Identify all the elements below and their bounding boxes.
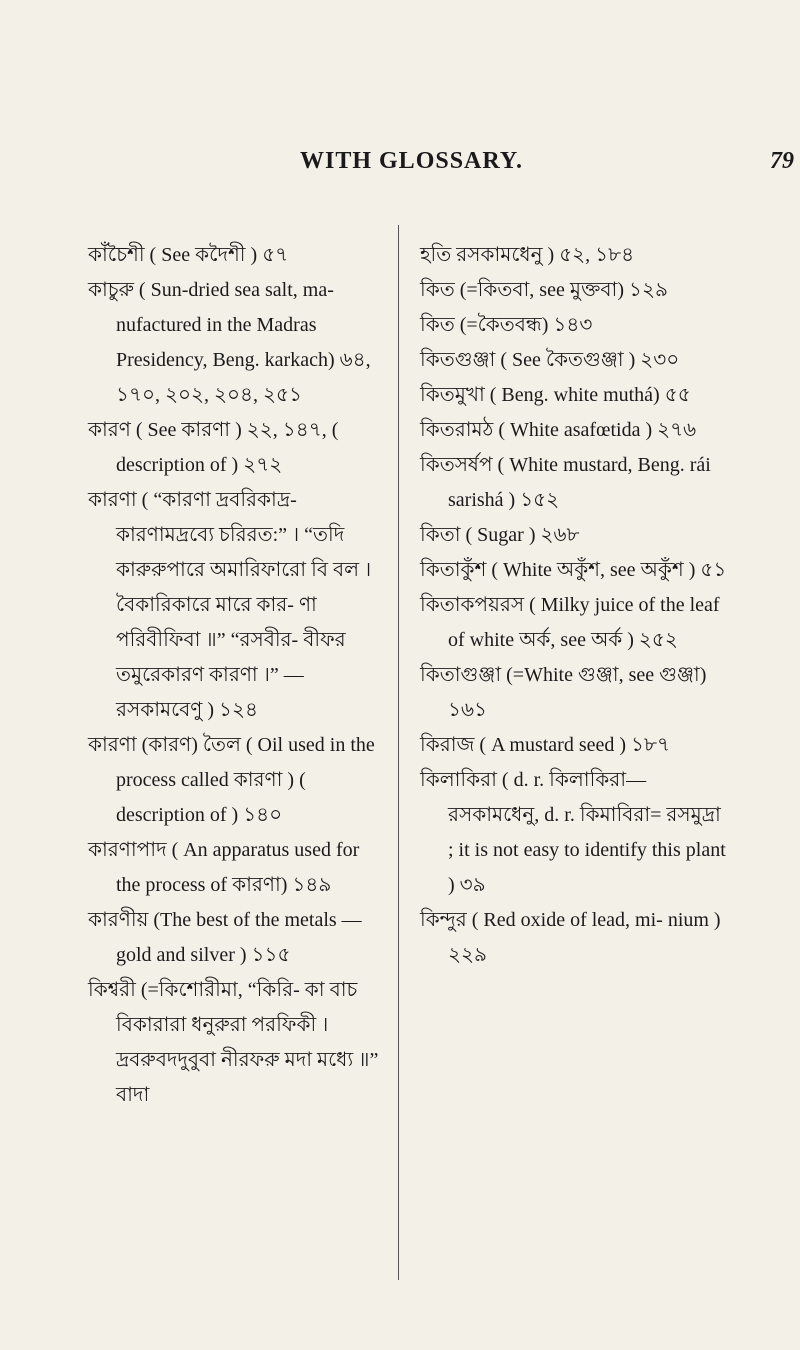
glossary-entry: কারণা (কারণ) তৈল ( Oil used in the process called কারণা ) ( description of ) ১৪০ bbox=[88, 734, 375, 826]
glossary-entry: কারণীয় (The best of the metals —gold and silver ) ১১৫ bbox=[88, 909, 362, 966]
glossary-entry: কিতসর্ষপ ( White mustard, Beng. rái sarishá ) ১৫২ bbox=[420, 454, 711, 511]
glossary-entry: কিত (=কৈতবন্ধ) ১৪৩ bbox=[420, 314, 593, 336]
glossary-entry: কিতগুঞ্জা ( See কৈতগুঞ্জা ) ২৩০ bbox=[420, 349, 680, 371]
glossary-entry: কিতমুখা ( Beng. white muthá) ৫৫ bbox=[420, 384, 691, 406]
glossary-entry: কিতাগুঞ্জা (=White গুঞ্জা, see গুঞ্জা) ১৬১ bbox=[420, 664, 707, 721]
glossary-entry: কিতাকপয়রস ( Milky juice of the leaf of white অর্ক, see অর্ক ) ২৫২ bbox=[420, 594, 720, 651]
glossary-entry: কারণাপাদ ( An apparatus used for the process of কারণা) ১৪৯ bbox=[88, 839, 360, 896]
glossary-left-column bbox=[88, 238, 388, 1113]
page-header bbox=[0, 148, 800, 188]
glossary-entry: কারণ ( See কারণা ) ২২, ১৪৭, ( description of ) ২৭২ bbox=[88, 419, 339, 476]
glossary-entry: কারণা ( “কারণা দ্রবরিকাদ্র- কারণামদ্রব্যে চরিরত:” । “তদি কারুরুপারে অমারিফারো বি বল । বৈকারিকারে মারে কার- ণা পরিবীফিবা ॥” “রসবীর- বীফর তমুরেকারণ কারণা ।” —রসকামবেণু ) ১২৪ bbox=[88, 489, 372, 721]
page-number: 79 bbox=[770, 148, 794, 174]
glossary-entry: কিত (=কিতবা, see মুক্তবা) ১২৯ bbox=[420, 279, 668, 301]
glossary-entry: কিতরামঠ ( White asafœtida ) ২৭৬ bbox=[420, 419, 697, 441]
glossary-entry: কিরাজ ( A mustard seed ) ১৮৭ bbox=[420, 734, 670, 756]
glossary-entry: হতি রসকামধেনু ) ৫২, ১৮৪ bbox=[420, 244, 635, 266]
glossary-entry: কিতা ( Sugar ) ২৬৮ bbox=[420, 524, 580, 546]
glossary-entry: কিলাকিরা ( d. r. কিলাকিরা— রসকামধেনু, d. r. কিমাবিরা= রসমুদ্রা ; it is not easy to identify this plant ) ৩৯ bbox=[420, 769, 726, 896]
glossary-entry: কিন্দুর ( Red oxide of lead, mi- nium ) ২২৯ bbox=[420, 909, 721, 966]
running-head: WITH GLOSSARY. bbox=[300, 148, 524, 174]
glossary-entry: কাঁচৈশী ( See কদৈশী ) ৫৭ bbox=[88, 244, 289, 266]
glossary-entry: কিতাকুঁশ ( White অকুঁশ, see অকুঁশ ) ৫১ bbox=[420, 559, 727, 581]
glossary-entry: কাচুরু ( Sun-dried sea salt, ma- nufactured in the Madras Presidency, Beng. karkach) ৬৪, ১৭০, ২০২, ২০৪, ২৫১ bbox=[88, 279, 371, 406]
column-divider bbox=[398, 225, 399, 1280]
glossary-right-column bbox=[420, 238, 730, 973]
glossary-entry: কিশ্বরী (=কিশোরীমা, “কিরি- কা বাচ বিকারারা ধনুরুরা পরফিকী । দ্রবরুবদদুবুবা নীরফরু মদা মধ্যে ॥” বাদা bbox=[88, 979, 379, 1106]
